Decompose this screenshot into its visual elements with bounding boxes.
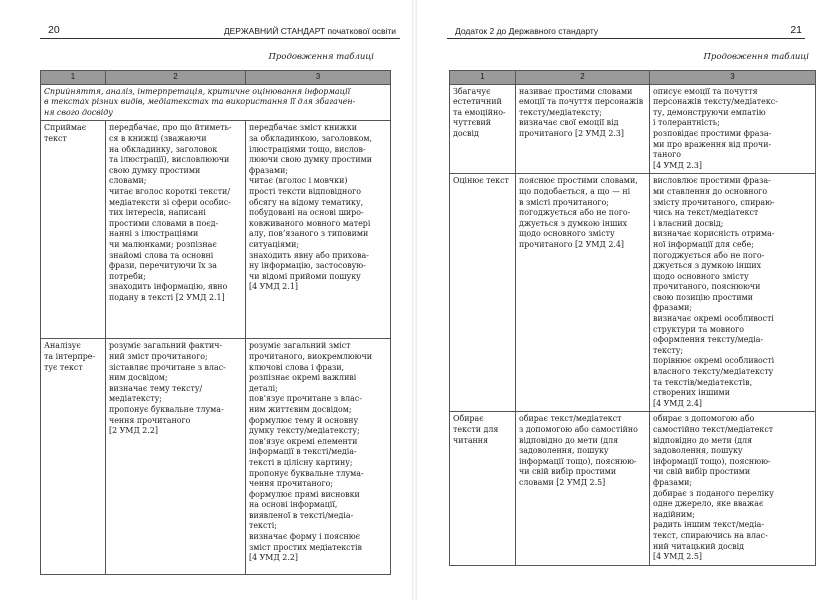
text-line: медіатексту; xyxy=(109,394,162,404)
text-line: створених іншими xyxy=(653,388,730,398)
text-line: фразами; xyxy=(653,477,692,487)
text-line: текст, спираючись на влас- xyxy=(653,530,768,540)
grade-4-cell xyxy=(650,412,816,565)
text-line: фразами; xyxy=(249,165,288,175)
column-header: 1 xyxy=(41,71,106,85)
text-line: фразами; xyxy=(653,303,692,313)
text-line: та інтерпре- xyxy=(44,351,96,361)
standard-table-right xyxy=(449,70,816,566)
text-line: тексті; xyxy=(249,521,277,531)
running-header-right xyxy=(447,24,805,39)
text-line: прості тексти відповідного xyxy=(249,186,361,196)
text-line: визначає окремі особливості xyxy=(653,314,774,324)
text-line: тих інтересів, написані xyxy=(109,208,206,218)
text-line: пов’язує прочитане з влас- xyxy=(249,394,362,404)
text-line: джується з думкою інших xyxy=(519,218,628,228)
grade-4-cell xyxy=(650,84,816,174)
text-line: визначає корисність отрима- xyxy=(653,229,775,239)
text-line: [4 УМД 2.3] xyxy=(653,160,702,170)
text-line: читає вголос короткі тексти/ xyxy=(109,186,230,196)
text-line: прочитаного, пояснюючи xyxy=(653,282,761,292)
text-line: подану в тексті [2 УМД 2.1] xyxy=(109,292,225,302)
text-line: прочитаного [2 УМД 2.3] xyxy=(519,128,624,138)
text-line: задоволення, пошуку xyxy=(519,446,609,456)
text-line: нанні з ілюстраціями xyxy=(109,229,199,239)
column-header: 3 xyxy=(246,71,391,85)
text-line: Обирає xyxy=(453,414,484,424)
text-line: [4 УМД 2.1] xyxy=(249,282,298,292)
text-line: тексту/медіатексту; xyxy=(519,107,602,117)
text-line: думку тексту/медіатексту; xyxy=(249,426,360,436)
text-line: описує емоції та почуття xyxy=(653,86,758,96)
text-line: алу, пов’язаного з типовими xyxy=(249,229,369,239)
text-line: щодо основного змісту xyxy=(653,271,749,281)
text-line: радить іншим текст/медіа- xyxy=(653,520,765,530)
page-number: 20 xyxy=(48,24,60,36)
text-line: естетичний xyxy=(453,97,502,107)
text-line: ілюстраціями тощо, вислов- xyxy=(249,144,366,154)
text-line: розуміє загальний зміст xyxy=(249,341,351,351)
text-line: тексту; xyxy=(653,345,684,355)
text-line: одне джерело, яке вважає xyxy=(653,499,764,509)
text-line: ми ставлення до основного xyxy=(653,186,768,196)
text-line: інформації в тексті/медіа- xyxy=(249,447,357,457)
text-line: чись на текст/медіатекст xyxy=(653,208,759,218)
text-line: Збагачує xyxy=(453,86,491,96)
grade-4-cell xyxy=(650,174,816,412)
table-row xyxy=(41,339,391,575)
text-line: свою думку простими xyxy=(109,165,201,175)
text-line: ситуаціями; xyxy=(249,239,300,249)
text-line: структури та мовного xyxy=(653,324,745,334)
text-line: Аналізує xyxy=(44,341,81,351)
text-line: з допомогою або самостійно xyxy=(519,425,638,434)
text-line: потреби; xyxy=(109,271,146,281)
text-line: самостійно текст/медіатекст xyxy=(653,425,774,434)
column-header: 3 xyxy=(650,71,816,85)
text-line: порівнює окремі особливості xyxy=(653,356,775,366)
text-line: і толерантність; xyxy=(653,118,720,128)
text-line: тує текст xyxy=(44,362,83,372)
text-line: прочитаного [2 УМД 2.4] xyxy=(519,239,624,249)
text-line: зіставляє прочитане з влас- xyxy=(109,362,226,372)
text-line: формулює тему й основну xyxy=(249,415,359,425)
text-line: визначає форму і пояснює xyxy=(249,532,361,542)
text-line: щодо основного змісту xyxy=(519,229,615,239)
text-line: висловлює простими фраза- xyxy=(653,176,771,186)
section-heading-row xyxy=(41,84,391,121)
text-line: текст xyxy=(44,133,67,143)
text-line: ковживаного мовного матері xyxy=(249,218,371,228)
table-header-row xyxy=(450,71,816,85)
text-line: прочитаного, виокремлюючи xyxy=(249,351,372,361)
text-line: називає простими словами xyxy=(519,86,633,96)
right-page xyxy=(415,0,829,600)
text-line: пов’язує окремі елементи xyxy=(249,436,358,446)
text-line: ня свого досвіду xyxy=(44,107,113,117)
text-line: ну інформацію, застосовую- xyxy=(249,261,366,271)
text-line: за обкладинкою, заголовком, xyxy=(249,133,373,143)
text-line: ний читацький досвід xyxy=(653,541,745,551)
text-line: досвід xyxy=(453,128,479,138)
table-row xyxy=(450,174,816,412)
skill-cell xyxy=(450,84,516,174)
text-line: обирає з допомогою або xyxy=(653,414,755,424)
text-line: на обкладинку, заголовок xyxy=(109,144,218,154)
text-line: ту, демонструючи емпатію xyxy=(653,107,766,117)
text-line: люючи свою думку простими xyxy=(249,155,372,165)
text-line: передбачає, про що йтиметь- xyxy=(109,123,232,133)
text-line: оформлення тексту/медіа- xyxy=(653,335,764,345)
text-line: медіатексти зі сфери особис- xyxy=(109,197,231,207)
text-line: свою позицію простими xyxy=(653,292,754,302)
text-line: таного xyxy=(653,150,681,160)
text-line: інформації тощо), пояснюю- xyxy=(653,456,771,466)
text-line: чи свій вибір простими xyxy=(519,467,617,477)
continuation-label: Продовження таблиці xyxy=(268,52,374,62)
text-line: чи свій вибір простими xyxy=(653,467,751,477)
text-line: відповідно до мети (для xyxy=(519,435,619,445)
text-line: пояснює простими словами, xyxy=(519,176,638,186)
grade-2-cell xyxy=(516,174,650,412)
grade-4-cell xyxy=(246,339,391,575)
text-line: відповідно до мети (для xyxy=(653,435,753,445)
grade-2-cell xyxy=(516,84,650,174)
header-title: ДЕРЖАВНИЙ СТАНДАРТ початкової освіти xyxy=(223,26,396,36)
text-line: та ілюстрації), висловлюючи xyxy=(109,155,230,165)
text-line: добирає з поданого переліку xyxy=(653,488,774,498)
text-line: ключові слова і фрази, xyxy=(249,362,345,372)
text-line: Сприймає xyxy=(44,123,87,133)
text-line: емоції та почуття персонажів xyxy=(519,97,644,107)
text-line: словами [2 УМД 2.5] xyxy=(519,477,606,487)
text-line: [4 УМД 2.5] xyxy=(653,552,702,562)
text-line: задоволення, пошуку xyxy=(653,446,743,456)
section-heading xyxy=(41,84,391,121)
text-line: розпізнає окремі важливі xyxy=(249,373,357,383)
column-header: 2 xyxy=(106,71,246,85)
running-header-left xyxy=(40,24,400,39)
text-line: чи малюнками; розпізнає xyxy=(109,239,217,249)
text-line: джується з думкою інших xyxy=(653,261,762,271)
text-line: побудовані на основі широ- xyxy=(249,208,364,218)
grade-2-cell xyxy=(106,121,246,339)
text-line: знаходить явну або прихова- xyxy=(249,250,369,260)
text-line: читання xyxy=(453,435,489,445)
text-line: [2 УМД 2.2] xyxy=(109,426,158,436)
text-line: надійним; xyxy=(653,509,695,519)
text-line: розуміє загальний фактич- xyxy=(109,341,223,351)
text-line: чення прочитаного; xyxy=(249,479,334,489)
skill-cell xyxy=(41,339,106,575)
text-line: чення прочитаного xyxy=(109,415,191,425)
text-line: обсягу на відому тематику, xyxy=(249,197,364,207)
text-line: тексті в цілісну картину; xyxy=(249,457,353,467)
text-line: [4 УМД 2.2] xyxy=(249,553,298,563)
text-line: та текстів/медіатекстів, xyxy=(653,377,753,387)
text-line: Оцінює текст xyxy=(453,176,509,186)
text-line: власного тексту/медіатексту xyxy=(653,367,774,377)
text-line: ної інформації для себе; xyxy=(653,239,754,249)
text-line: погоджується або не пого- xyxy=(519,208,631,218)
standard-table-left xyxy=(40,70,391,575)
text-line: визначає свої емоції від xyxy=(519,118,619,128)
text-line: ним досвідом; xyxy=(109,373,168,383)
text-line: словами; xyxy=(109,176,147,186)
text-line: на основі інформації, xyxy=(249,500,338,510)
grade-2-cell xyxy=(516,412,650,565)
text-line: ми про враження від прочи- xyxy=(653,139,772,149)
text-line: передбачає зміст книжки xyxy=(249,123,357,133)
text-line: чи відомі прийоми пошуку xyxy=(249,271,361,281)
table-header-row xyxy=(41,71,391,85)
text-line: деталі; xyxy=(249,383,278,393)
text-line: читає (вголос і мовчки) xyxy=(249,176,348,186)
text-line: простими словами в поєд- xyxy=(109,218,219,228)
text-line: тексти для xyxy=(453,425,499,434)
text-line: [4 УМД 2.4] xyxy=(653,398,702,408)
text-line: ним життєвим досвідом; xyxy=(249,404,352,414)
table-row xyxy=(450,84,816,174)
text-line: Сприйняття, аналіз, інтерпретація, критичне оцінювання інформації xyxy=(44,86,351,96)
text-line: обирає текст/медіатекст xyxy=(519,414,622,424)
text-line: інформації тощо), пояснюю- xyxy=(519,456,637,466)
text-line: ний зміст прочитаного; xyxy=(109,351,208,361)
text-line: в змісті прочитаного; xyxy=(519,197,609,207)
text-line: змісту прочитаного, спираю- xyxy=(653,197,775,207)
text-line: формулює прямі висновки xyxy=(249,489,360,499)
skill-cell xyxy=(41,121,106,339)
grade-2-cell xyxy=(106,339,246,575)
text-line: погоджується або не пого- xyxy=(653,250,765,260)
text-line: в текстах різних видів, медіатекстах та використання її для збагачен- xyxy=(44,97,356,107)
text-line: та емоційно- xyxy=(453,107,506,117)
left-page xyxy=(0,0,414,600)
text-line: зміст простих медіатекстів xyxy=(249,542,362,552)
table-row xyxy=(41,121,391,339)
text-line: персонажів тексту/медіатекс- xyxy=(653,97,778,107)
text-line: пропонує буквальне тлума- xyxy=(109,404,224,414)
text-line: фрази, перечитуючи їх за xyxy=(109,261,217,271)
column-header: 1 xyxy=(450,71,516,85)
grade-4-cell xyxy=(246,121,391,339)
text-line: знаходить інформацію, явно xyxy=(109,282,228,292)
text-line: і власний досвід; xyxy=(653,218,724,228)
skill-cell xyxy=(450,174,516,412)
text-line: розповідає простими фраза- xyxy=(653,128,772,138)
text-line: що подобається, а що — ні xyxy=(519,186,631,196)
column-header: 2 xyxy=(516,71,650,85)
continuation-label: Продовження таблиці xyxy=(703,52,809,62)
text-line: чуттєвий xyxy=(453,118,491,128)
text-line: ся в книжці (зважаючи xyxy=(109,133,207,143)
text-line: виявленої в тексті/медіа- xyxy=(249,510,354,520)
page-number: 21 xyxy=(790,24,802,36)
header-title: Додаток 2 до Державного стандарту xyxy=(455,26,599,36)
text-line: визначає тему тексту/ xyxy=(109,383,203,393)
text-line: знайомі слова та основні xyxy=(109,250,214,260)
text-line: пропонує буквальне тлума- xyxy=(249,468,364,478)
skill-cell xyxy=(450,412,516,565)
table-row xyxy=(450,412,816,565)
